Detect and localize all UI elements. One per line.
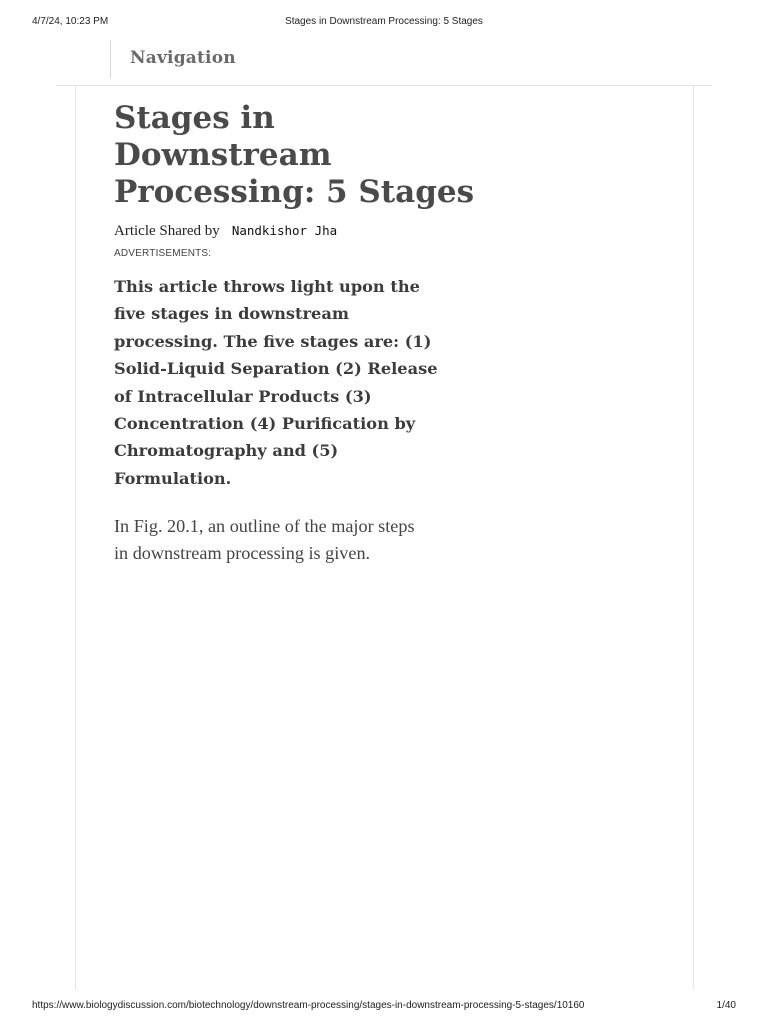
article — [114, 100, 484, 567]
print-footer — [32, 1000, 736, 1014]
navigation-link[interactable]: Navigation — [130, 48, 236, 68]
intro-line: processing. The five stages are: (1) — [114, 331, 432, 351]
article-title-line: Processing: 5 Stages — [114, 174, 475, 210]
intro-line: Formulation. — [114, 468, 232, 488]
intro-line: of Intracellular Products (3) — [114, 386, 372, 406]
print-header — [32, 16, 736, 30]
author-name-link[interactable]: Nandkishor Jha — [231, 223, 338, 238]
advertisements-label: ADVERTISEMENTS: — [114, 248, 212, 259]
page-number: 1/40 — [716, 1000, 736, 1011]
print-datetime: 4/7/24, 10:23 PM — [32, 16, 109, 27]
print-page-title: Stages in Downstream Processing: 5 Stages — [285, 16, 483, 27]
article-title — [114, 100, 484, 211]
article-title-line: Downstream — [114, 137, 332, 173]
byline-label: Article Shared by — [114, 223, 220, 239]
intro-line: five stages in downstream — [114, 304, 349, 324]
content-right-border — [693, 86, 694, 990]
intro-line: Concentration (4) Purification by — [114, 414, 416, 434]
content-left-border — [75, 86, 76, 990]
body-paragraph — [114, 513, 484, 567]
body-line: In Fig. 20.1, an outline of the major steps — [114, 516, 415, 537]
intro-line: This article throws light upon the — [114, 277, 420, 296]
header-rule — [56, 85, 712, 86]
body-line: in downstream processing is given. — [114, 543, 371, 564]
intro-line: Solid-Liquid Separation (2) Release — [114, 359, 438, 379]
nav-divider — [110, 40, 111, 78]
intro-paragraph — [114, 273, 484, 492]
byline — [114, 223, 484, 245]
article-title-line: Stages in — [114, 100, 275, 136]
page-url: https://www.biologydiscussion.com/biotechnology/downstream-processing/stages-in-downstream-processing-5-stages/10160 — [32, 1000, 585, 1011]
intro-line: Chromatography and (5) — [114, 441, 339, 461]
